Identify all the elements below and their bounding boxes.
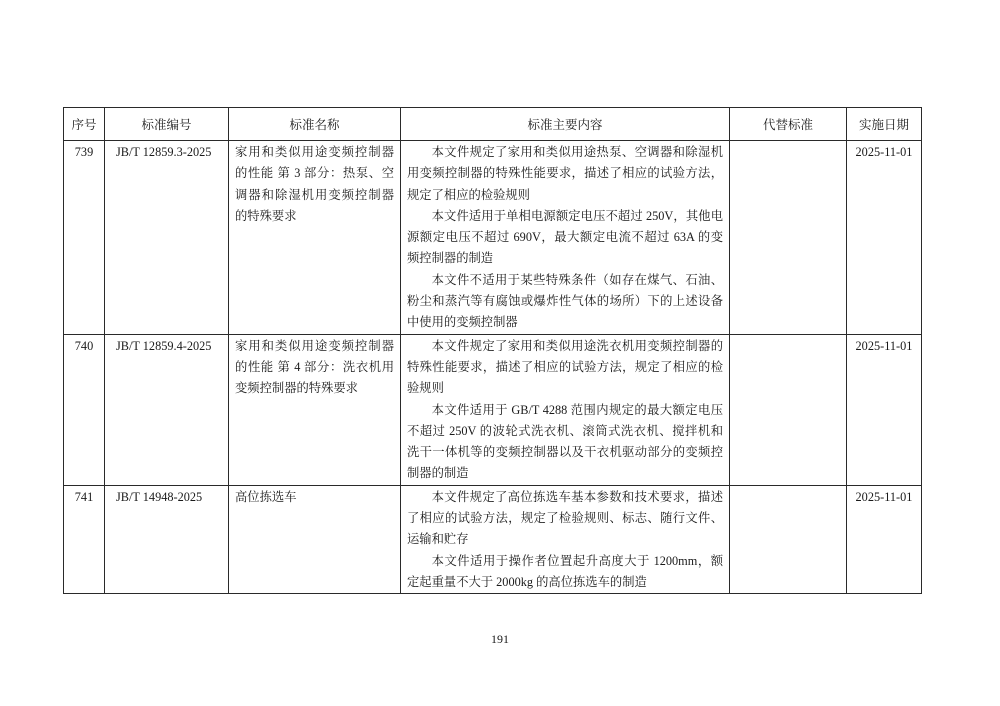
replaces-cell bbox=[730, 334, 847, 485]
content-paragraph bbox=[407, 487, 723, 551]
content-cell bbox=[401, 334, 730, 485]
name-line: 调器和除湿机用变频控制器 bbox=[235, 187, 394, 202]
standard-name-cell bbox=[229, 141, 401, 335]
header-seq: 序号 bbox=[64, 108, 105, 141]
table-header-row bbox=[64, 108, 922, 141]
content-line: 粉尘和蒸汽等有腐蚀或爆炸性气体的场所）下的上述设备 bbox=[407, 294, 723, 309]
replaces-cell bbox=[730, 485, 847, 593]
content-line: 源额定电压不超过 690V，最大额定电流不超过 63A 的变 bbox=[407, 230, 723, 245]
header-standard-number: 标准编号 bbox=[105, 108, 229, 141]
header-effective-date: 实施日期 bbox=[847, 108, 922, 141]
seq-cell: 739 bbox=[64, 141, 105, 335]
content-line: 本文件适用于操作者位置起升高度大于 1200mm，额 bbox=[431, 553, 723, 568]
standard-number-cell: JB/T 12859.4-2025 bbox=[105, 334, 229, 485]
content-paragraph bbox=[407, 336, 723, 400]
header-main-content: 标准主要内容 bbox=[401, 108, 730, 141]
table-row bbox=[64, 485, 922, 593]
content-cell bbox=[401, 141, 730, 335]
content-line: 了相应的试验方法，规定了检验规则、标志、随行文件、 bbox=[407, 511, 723, 526]
content-cell bbox=[401, 485, 730, 593]
content-line: 用变频控制器的特殊性能要求，描述了相应的试验方法， bbox=[407, 166, 723, 181]
name-line: 家用和类似用途变频控制器 bbox=[235, 145, 394, 159]
content-paragraph bbox=[407, 270, 723, 334]
effective-date-cell: 2025-11-01 bbox=[847, 334, 922, 485]
content-line: 不超过 250V 的波轮式洗衣机、滚筒式洗衣机、搅拌机和 bbox=[407, 423, 723, 438]
seq-cell: 740 bbox=[64, 334, 105, 485]
standard-number-cell: JB/T 14948-2025 bbox=[105, 485, 229, 593]
content-paragraph bbox=[407, 206, 723, 270]
content-line: 本文件适用于单相电源额定电压不超过 250V，其他电 bbox=[431, 208, 723, 223]
seq-cell: 741 bbox=[64, 485, 105, 593]
page-number: 191 bbox=[491, 632, 509, 646]
effective-date-cell: 2025-11-01 bbox=[847, 141, 922, 335]
standards-table bbox=[63, 107, 922, 594]
name-line: 变频控制器的特殊要求 bbox=[235, 381, 358, 396]
effective-date-cell: 2025-11-01 bbox=[847, 485, 922, 593]
content-paragraph bbox=[407, 142, 723, 206]
standard-name-cell bbox=[229, 485, 401, 593]
content-line: 特殊性能要求，描述了相应的试验方法，规定了相应的检 bbox=[407, 359, 723, 374]
content-line: 制器的制造 bbox=[407, 466, 469, 481]
replaces-cell bbox=[730, 141, 847, 335]
content-paragraph bbox=[407, 551, 723, 594]
name-line: 家用和类似用途变频控制器 bbox=[235, 338, 394, 353]
content-line: 本文件不适用于某些特殊条件（如存在煤气、石油、 bbox=[431, 272, 723, 287]
content-line: 规定了相应的检验规则 bbox=[407, 187, 530, 202]
content-line: 洗干一体机等的变频控制器以及干衣机驱动部分的变频控 bbox=[407, 445, 723, 460]
standard-name-cell bbox=[229, 334, 401, 485]
content-line: 运输和贮存 bbox=[407, 532, 469, 547]
content-line: 定起重量不大于 2000kg 的高位拣选车的制造 bbox=[407, 574, 647, 589]
content-line: 本文件适用于 GB/T 4288 范围内规定的最大额定电压 bbox=[431, 402, 723, 417]
content-line: 验规则 bbox=[407, 381, 444, 396]
header-standard-name: 标准名称 bbox=[229, 108, 401, 141]
header-replaces: 代替标准 bbox=[730, 108, 847, 141]
name-line: 的性能 第 3 部分：热泵、空 bbox=[235, 166, 394, 181]
name-line: 的性能 第 4 部分：洗衣机用 bbox=[235, 359, 394, 374]
content-line: 中使用的变频控制器 bbox=[407, 315, 518, 330]
standard-number-cell: JB/T 12859.3-2025 bbox=[105, 141, 229, 335]
table-row bbox=[64, 141, 922, 335]
content-line: 本文件规定了家用和类似用途洗衣机用变频控制器的 bbox=[431, 338, 723, 353]
name-line: 高位拣选车 bbox=[235, 489, 297, 504]
content-line: 本文件规定了家用和类似用途热泵、空调器和除湿机 bbox=[431, 145, 723, 159]
content-line: 频控制器的制造 bbox=[407, 251, 494, 266]
table-row bbox=[64, 334, 922, 485]
name-line: 的特殊要求 bbox=[235, 208, 297, 223]
content-paragraph bbox=[407, 400, 723, 485]
content-line: 本文件规定了高位拣选车基本参数和技术要求，描述 bbox=[431, 489, 723, 504]
